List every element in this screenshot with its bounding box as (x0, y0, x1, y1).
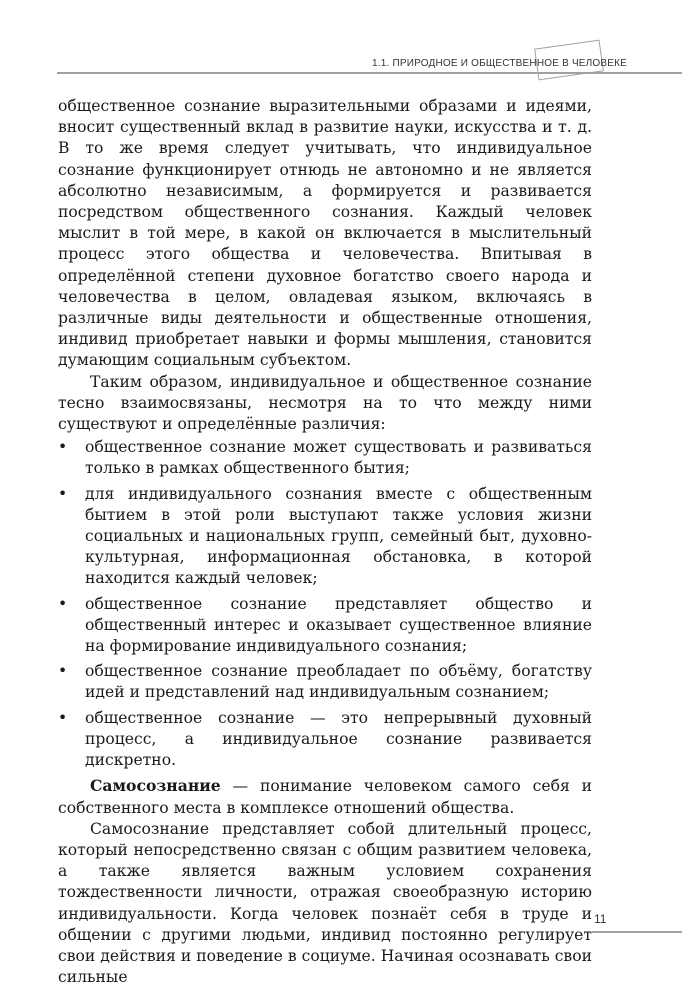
page-body (58, 96, 592, 988)
footer-rule (592, 931, 682, 933)
definition-paragraph (58, 775, 592, 818)
list-item (58, 484, 592, 590)
term-definition: — понимание человеком самого себя и собственного места в комплексе отношений общества. (58, 777, 592, 817)
term: Самосознание (90, 776, 221, 796)
running-header: 1.1. ПРИРОДНОЕ И ОБЩЕСТВЕННОЕ В ЧЕЛОВЕКЕ (372, 58, 628, 69)
bullet-marker: • (58, 662, 68, 681)
list-item (58, 661, 592, 703)
bullet-marker: • (58, 438, 68, 457)
list-item-text: общественное сознание представляет общество и общественный интерес и оказывает существенное влияние на формирование индивидуального сознания; (85, 594, 592, 656)
paragraph: Таким образом, индивидуальное и общественное сознание тесно взаимосвязаны, несмотря на то что между ними существуют и определённые различия: (58, 372, 592, 434)
list-item (58, 594, 592, 658)
page-number: 11 (594, 912, 607, 926)
list-item-text: общественное сознание может существовать и развиваться только в рамках общественного бытия; (85, 438, 592, 478)
list-item-text: для индивидуального сознания вместе с общественным бытием в этой роли выступают также условия жизни социальных и национальных групп, семейный быт, духовно-культурная, информационная обстановка, в которой находится каждый человек; (85, 484, 592, 588)
list-item-text: общественное сознание преобладает по объёму, богатству идей и представлений над индивидуальным сознанием; (85, 662, 592, 702)
list-item (58, 708, 592, 772)
difference-list (58, 437, 592, 771)
list-item (58, 437, 592, 479)
paragraph: Самосознание представляет собой длительный процесс, который непосредственно связан с общим развитием человека, а также является важным условием сохранения тождественности личности, отражая своеобразную историю индивидуальности. Когда человек познаёт себя в труде и общении с другими людьми, индивид постоянно регулирует свои действия и поведение в социуме. Начиная осознавать свои сильные (58, 819, 592, 987)
bullet-marker: • (58, 594, 68, 613)
paragraph: общественное сознание выразительными образами и идеями, вносит существенный вклад в развитие науки, искусства и т. д. В то же время следует учитывать, что индивидуальное сознание функционирует отнюдь не автономно и не является абсолютно независимым, а формируется и развивается посредством общественного сознания. Каждый человек мыслит в той мере, в какой он включается в мыслительный процесс этого общества и человечества. Впитывая в определённой степени духовное богатство своего народа и человечества в целом, овладевая языком, включаясь в различные виды деятельности и общественные отношения, индивид приобретает навыки и формы мышления, становится думающим социальным субъектом. (58, 97, 592, 370)
bullet-marker: • (58, 708, 68, 727)
list-item-text: общественное сознание — это непрерывный духовный процесс, а индивидуальное сознание развивается дискретно. (85, 708, 592, 770)
bullet-marker: • (58, 484, 68, 503)
